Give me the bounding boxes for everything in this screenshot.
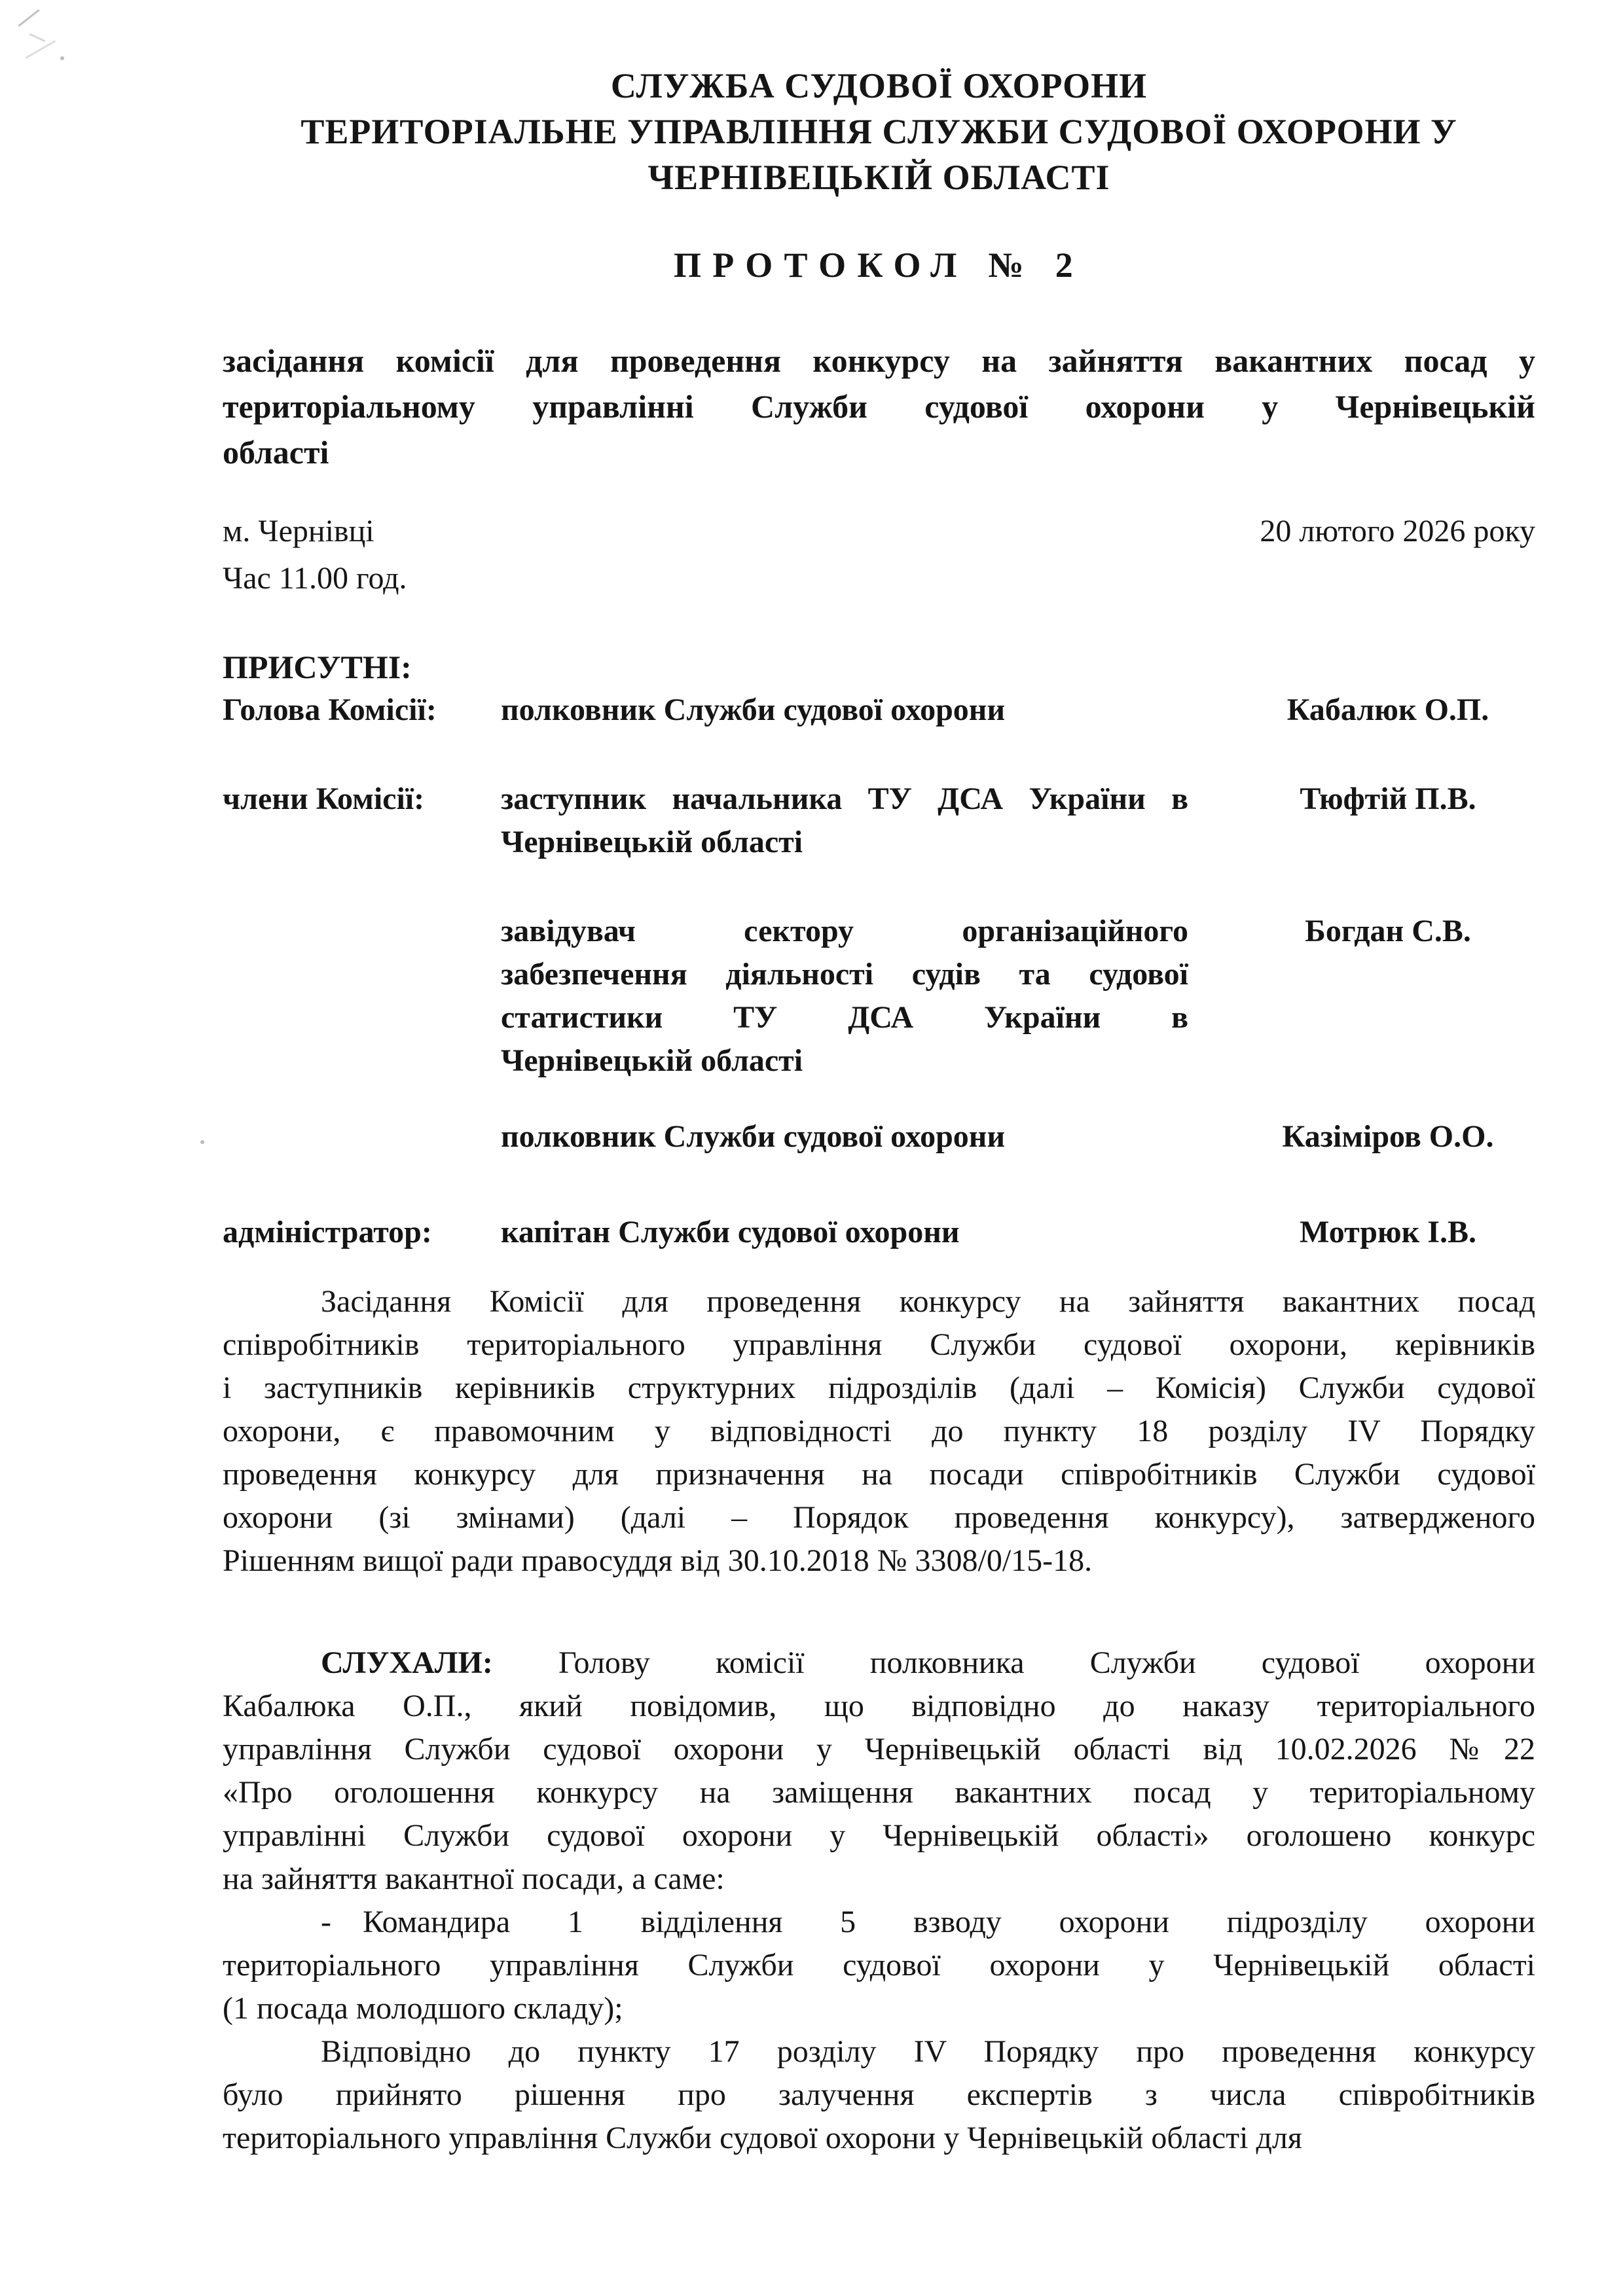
attendee-row xyxy=(223,1115,1535,1158)
scan-artifact xyxy=(18,9,39,27)
paragraph-line: Засідання Комісії для проведення конкурсу на зайняття вакантних посад xyxy=(321,1284,1535,1319)
heard-label: СЛУХАЛИ: xyxy=(321,1645,493,1680)
attendee-name: Кабалюк О.П. xyxy=(1286,692,1489,727)
attendee-position-line: завідувач сектору організаційного xyxy=(501,914,1188,948)
paragraph-line: Відповідно до пункту 17 розділу IV Порядку про проведення конкурсу xyxy=(321,2034,1535,2069)
attendee-row xyxy=(223,689,1535,732)
attendee-position-line: заступник начальника ТУ ДСА України в xyxy=(501,781,1188,816)
heard-text: Голову комісії полковника Служби судової охорони xyxy=(558,1645,1536,1680)
meta-city: м. Чернівці xyxy=(223,514,374,548)
attendee-row xyxy=(223,778,1535,864)
protocol-title: ПРОТОКОЛ № 2 xyxy=(674,245,1084,285)
paragraph-line: територіального управління Служби судової охорони у Чернівецькій області xyxy=(223,1948,1535,1982)
paragraph-line: - Командира 1 відділення 5 взводу охорони підрозділу охорони xyxy=(321,1905,1535,1939)
meta-time: Час 11.00 год. xyxy=(223,561,407,596)
paragraph-line: охорони, є правомочним у відповідності до пункту 18 розділу IV Порядку xyxy=(223,1414,1535,1448)
attendee-row xyxy=(223,910,1535,1083)
attendee-position xyxy=(501,689,1188,732)
document-content xyxy=(223,0,1535,2160)
paragraph-heard xyxy=(223,1641,1535,1901)
paragraph-line: «Про оголошення конкурсу на заміщення вакантних посад у територіальному xyxy=(223,1775,1535,1810)
attendee-position xyxy=(501,1211,1188,1254)
attendee-position-line: Чернівецькій області xyxy=(501,825,803,859)
meeting-subject-line: територіальному управлінні Служби судової охорони у Чернівецькій xyxy=(223,388,1535,425)
paragraph-line: і заступників керівників структурних підрозділів (далі – Комісія) Служби судової xyxy=(223,1371,1535,1405)
org-name-line-2: ТЕРИТОРІАЛЬНЕ УПРАВЛІННЯ СЛУЖБИ СУДОВОЇ ОХОРОНИ У xyxy=(301,112,1457,151)
org-name-line-1: СЛУЖБА СУДОВОЇ ОХОРОНИ xyxy=(610,66,1148,105)
meta-block xyxy=(223,508,1535,602)
paragraph-line: охорони (зі змінами) (далі – Порядок проведення конкурсу), затвердженого xyxy=(223,1500,1535,1535)
paragraph-line: територіального управління Служби судової охорони у Чернівецькій області для xyxy=(223,2121,1302,2155)
attendee-position-line: полковник Служби судової охорони xyxy=(501,1119,1006,1154)
meeting-subject-line: області xyxy=(223,434,329,471)
meeting-subject-line: засідання комісії для проведення конкурсу на зайняття вакантних посад у xyxy=(223,342,1535,379)
attendee-position-line: Чернівецькій області xyxy=(501,1043,803,1078)
attendee-position xyxy=(501,910,1188,1083)
scan-artifact xyxy=(200,1140,204,1144)
paragraph-line: Кабалюка О.П., який повідомив, що відповідно до наказу територіального xyxy=(223,1689,1535,1723)
attendee-name: Мотрюк І.В. xyxy=(1300,1215,1476,1249)
paragraph-vacancy-item xyxy=(223,1901,1535,2030)
attendee-position-line: забезпечення діяльності судів та судової xyxy=(501,957,1188,992)
attendee-position-line: капітан Служби судової охорони xyxy=(501,1215,960,1249)
paragraph-line: було прийнято рішення про залучення експертів з числа співробітників xyxy=(223,2077,1535,2112)
attendee-role: Голова Комісії: xyxy=(223,692,437,727)
paragraph-line: (1 посада молодшого складу); xyxy=(223,1991,623,2026)
attendee-row xyxy=(223,1211,1535,1254)
paragraph-quorum xyxy=(223,1280,1535,1583)
attendee-name: Тюфтій П.В. xyxy=(1300,781,1476,816)
meeting-subject xyxy=(223,338,1535,475)
attendee-position xyxy=(501,778,1188,864)
scan-artifact xyxy=(60,56,64,60)
paragraph-line: управління Служби судової охорони у Чернівецькій області від 10.02.2026 №22 xyxy=(223,1732,1535,1767)
attendee-name: Казіміров О.О. xyxy=(1282,1119,1494,1154)
attendee-role: члени Комісії: xyxy=(223,781,425,816)
paragraph-line: проведення конкурсу для призначення на посади співробітників Служби судової xyxy=(223,1457,1535,1492)
attendee-name: Богдан С.В. xyxy=(1305,914,1471,948)
paragraph-line xyxy=(223,1641,1535,1685)
doc-header xyxy=(223,63,1535,200)
attendee-position xyxy=(501,1115,1188,1158)
scan-artifact xyxy=(29,33,46,43)
scan-artifact xyxy=(26,40,56,59)
attendees-heading: ПРИСУТНІ: xyxy=(223,649,412,685)
attendee-position-line: полковник Служби судової охорони xyxy=(501,692,1006,727)
attendee-role: адміністратор: xyxy=(223,1215,432,1249)
paragraph-line: управлінні Служби судової охорони у Чернівецькій області» оголошено конкурс xyxy=(223,1818,1535,1853)
paragraph-line: Рішенням вищої ради правосуддя від 30.10.2018 № 3308/0/15-18. xyxy=(223,1543,1093,1578)
paragraph-line: на зайняття вакантної посади, а саме: xyxy=(223,1861,725,1896)
paragraph-line: співробітників територіального управління Служби судової охорони, керівників xyxy=(223,1327,1535,1362)
attendee-position-line: статистики ТУ ДСА України в xyxy=(501,1000,1188,1035)
meta-date: 20 лютого 2026 року xyxy=(1260,514,1535,548)
paragraph-experts xyxy=(223,2030,1535,2160)
org-name-line-3: ЧЕРНІВЕЦЬКІЙ ОБЛАСТІ xyxy=(647,158,1110,197)
